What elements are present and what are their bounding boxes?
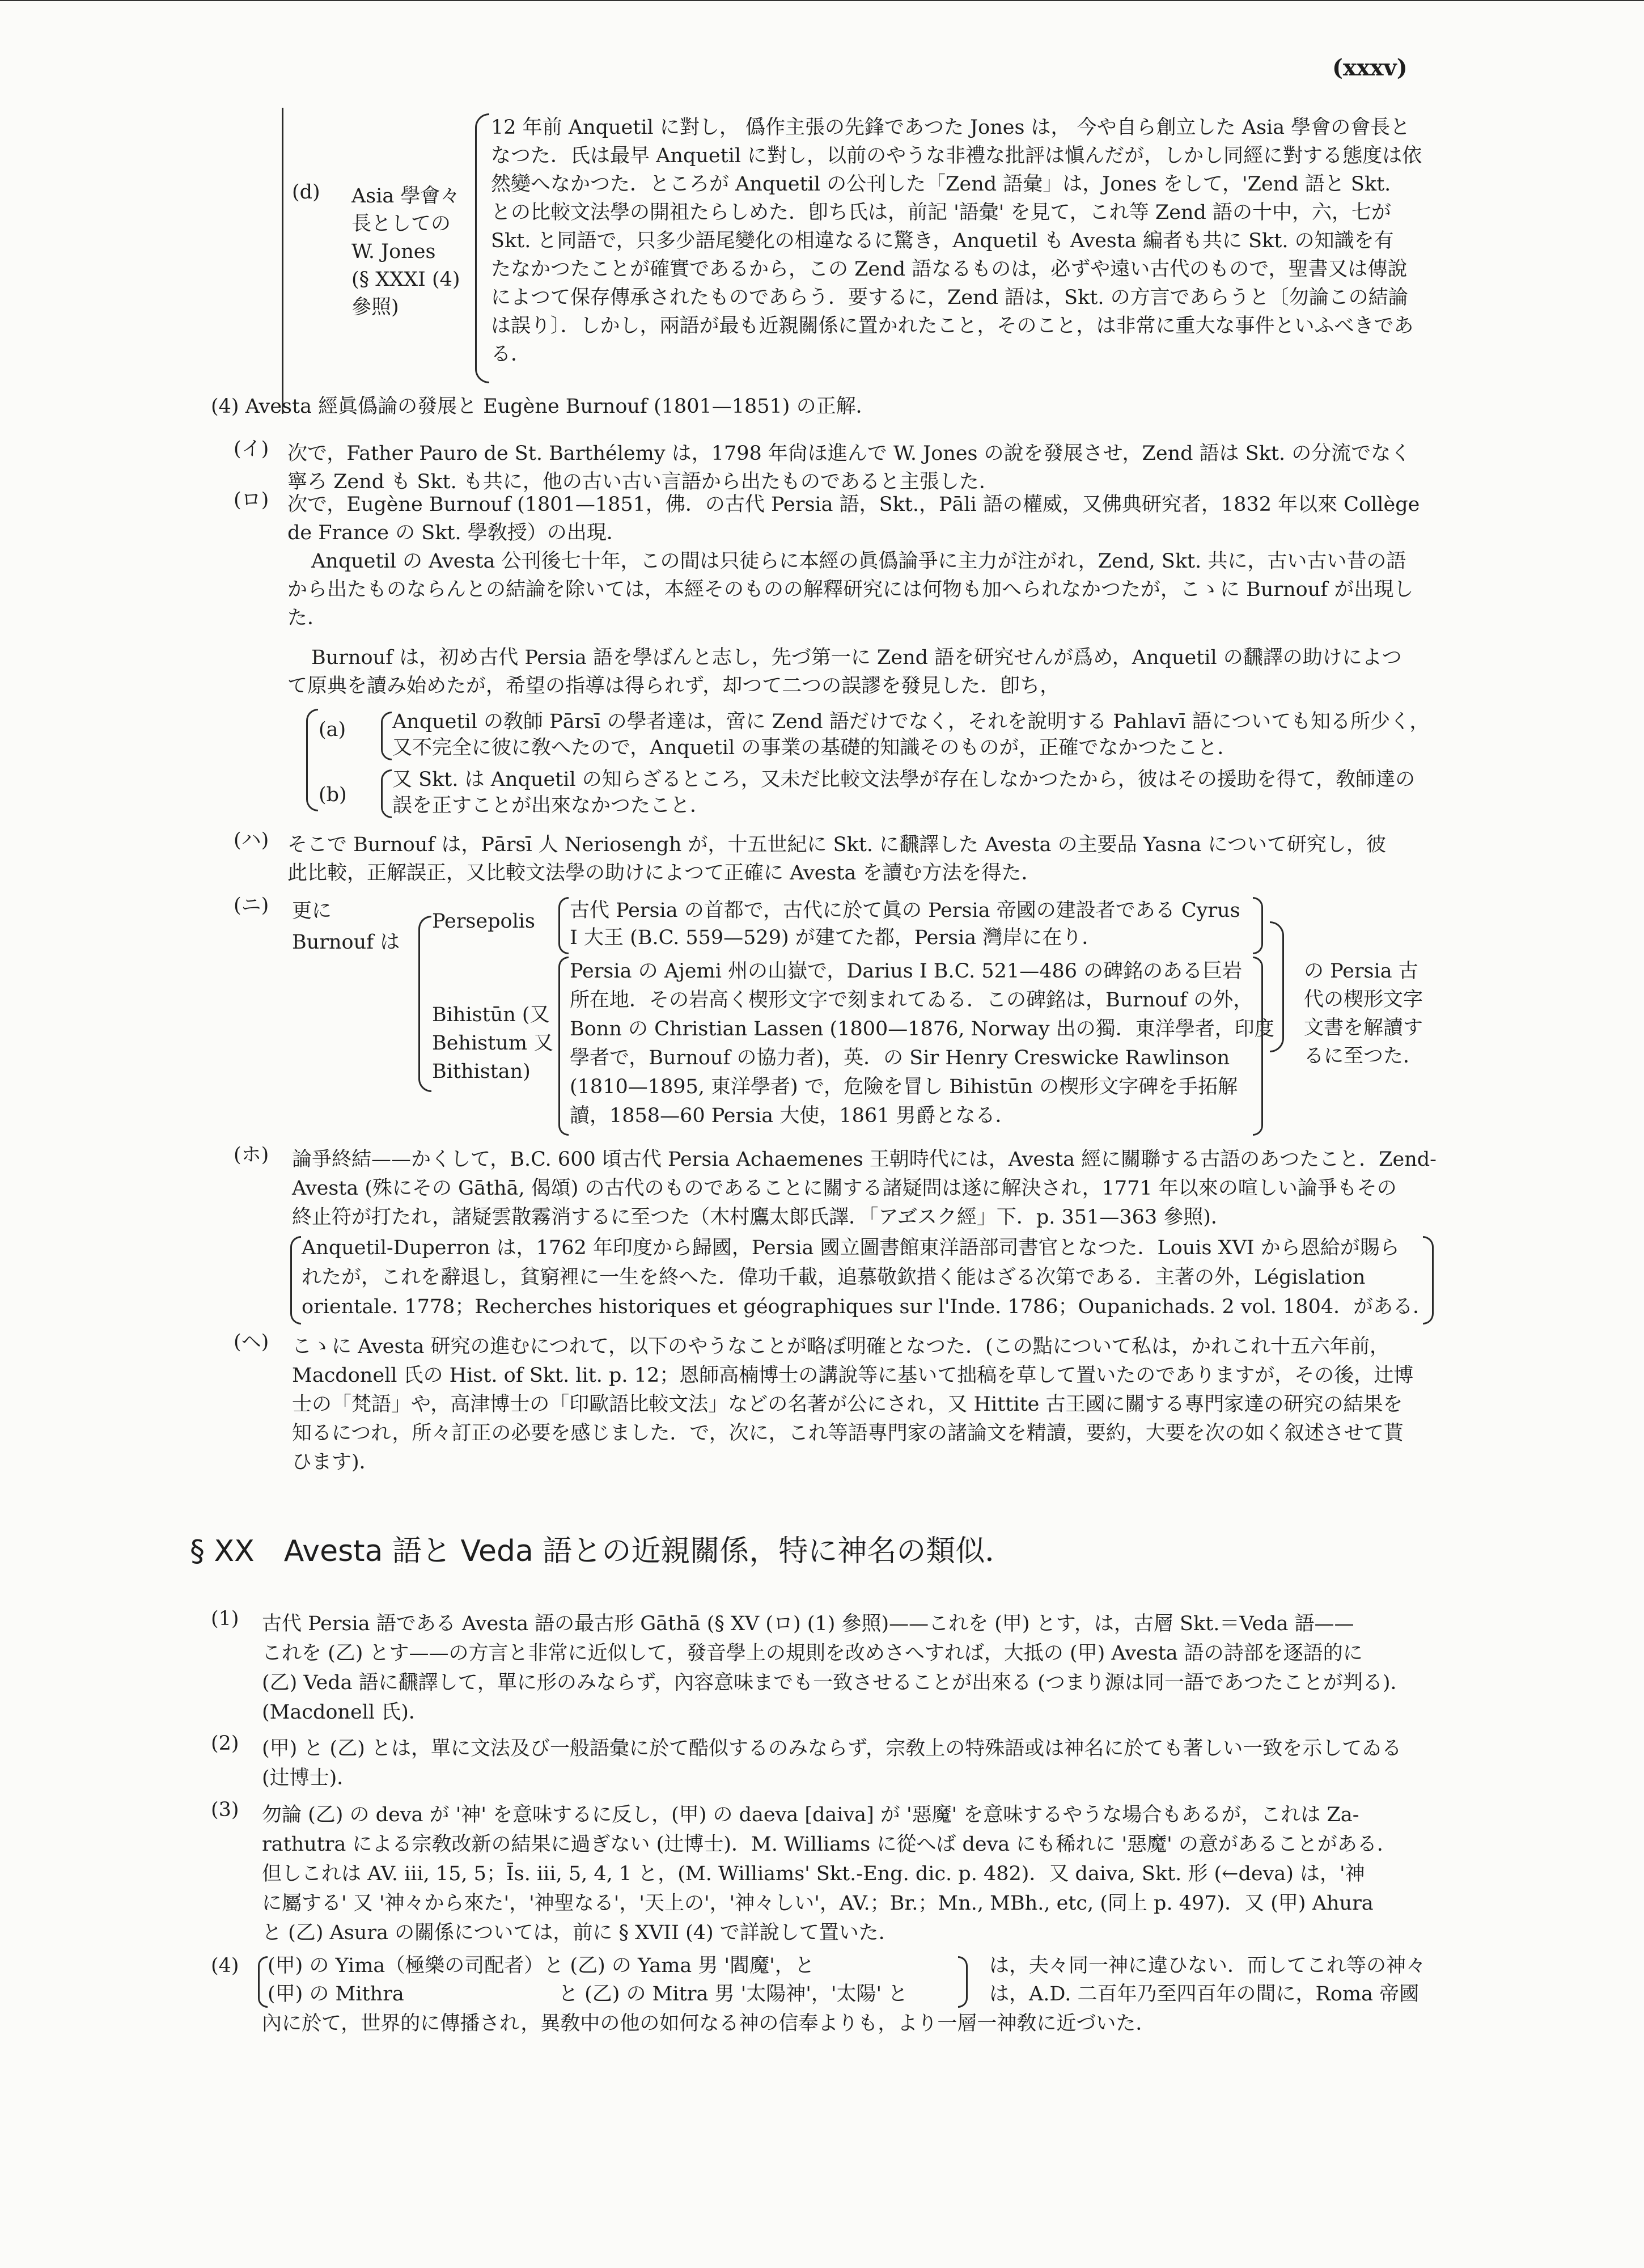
- side-note-line: 參照): [351, 296, 399, 319]
- text-line: 終止符が打たれ，諸疑雲散霧消するに至つた（木村鷹太郞氏譯．「アヹスク經」下．p. 351—363 參照)．: [292, 1206, 1231, 1229]
- text-line: ひます)．: [292, 1451, 379, 1474]
- text-line: (乙) Veda 語に飜譯して，單に形のみならず，內容意味までも一致させることが出來る (つまり源は同一語であつたことが判る)．: [262, 1672, 1410, 1694]
- text-line: の Persia 古: [1304, 960, 1418, 983]
- item-ho-label: (ホ): [234, 1144, 269, 1166]
- text-line: た．: [287, 607, 328, 629]
- text-line: Bihistūn (又: [432, 1004, 550, 1026]
- text-line: 所在地．その岩高く楔形文字で刻まれてゐる．この碑銘は，Burnouf の外，: [570, 989, 1253, 1012]
- text-line: 又不完全に彼に敎へたので，Anquetil の事業の基礎的知識そのものが，正確でなかつたこと．: [392, 737, 1238, 759]
- side-note-line: W. Jones: [351, 240, 436, 263]
- item-a-label: (a): [319, 718, 346, 741]
- text-line: は誤り〕．しかし，兩語が最も近親關係に置かれたこと，そのこと，は非常に重大な事件といふべきであ: [491, 315, 1414, 337]
- text-line: 知るにつれ，所々訂正の必要を感じました．で，次に，これ等語專門家の諸論文を精讀，要約，大要を次の如く叙述させて貰: [292, 1422, 1404, 1445]
- persepolis-bracket-right: [1253, 897, 1263, 954]
- xx-item-4-row-2-mid: と (乙) の Mitra 男 '太陽神'，'太陽' と: [558, 1983, 908, 2005]
- ni-result-bracket: [1270, 921, 1284, 1052]
- item-ni-label: (ニ): [234, 894, 269, 917]
- text-line: Avesta (殊にその Gāthā, 偈頌) の古代のものであることに關する諸疑問は遂に解決され，1771 年以來の喧しい論爭もその: [292, 1177, 1397, 1200]
- text-line: 代の楔形文字: [1304, 988, 1423, 1011]
- text-line: 士の「梵語」や，高津博士の「印歐語比較文法」などの名著が公にされ，又 Hittite 古王國に關する專門家達の研究の結果を: [292, 1393, 1403, 1416]
- text-line: によつて保存傳承されたものであらう．要するに，Zend 語は，Skt. の方言であらうと〔勿論この結論: [491, 286, 1408, 309]
- text-line: これを (乙) とす——の方言と非常に近似して，發音學上の規則を改めさへすれば，大抵の (甲) Avesta 語の詩部を逐語的に: [262, 1642, 1363, 1665]
- persepolis-label: Persepolis: [432, 910, 535, 933]
- top-rule: [0, 0, 1644, 1]
- text-line: (甲) と (乙) とは，單に文法及び一般語彙に於て酷似するのみならず，宗敎上の特殊語或は神名に於ても著しい一致を示してゐる: [262, 1737, 1402, 1760]
- bihistun-bracket-left: [558, 957, 569, 1136]
- xx-item-1-label: (1): [211, 1607, 239, 1630]
- item-a-bracket: [381, 712, 392, 760]
- section-xx-title: § XX Avesta 語と Veda 語との近親關係，特に神名の類似．: [190, 1534, 1015, 1568]
- text-line: 讀，1858—60 Persia 大使，1861 男爵となる．: [570, 1105, 1015, 1127]
- text-line: orientale. 1778；Recherches historiques et géographiques sur l'Inde. 1786；Oupanichads. 2 vol. 1804．がある．: [302, 1296, 1433, 1318]
- text-line: 古代 Persia の首都で，古代に於て眞の Persia 帝國の建設者である Cyrus: [570, 899, 1240, 922]
- text-line: 論爭終結——かくして，B.C. 600 頃古代 Persia Achaemenes 王朝時代には，Avesta 經に關聯する古語のあつたこと．Zend-: [292, 1148, 1437, 1171]
- block-d-bracket: [475, 113, 489, 383]
- xx-item-4-row-2-left: (甲) の Mithra: [268, 1983, 404, 2005]
- item-ha-text: [287, 831, 1386, 887]
- xx-item-4-row-2-right: は，A.D. 二百年乃至四百年の間に，Roma 帝國: [989, 1983, 1420, 2005]
- item-i-text: [287, 439, 1410, 496]
- xx-item-4-label: (4): [211, 1954, 239, 1977]
- text-line: 學者で，Burnouf の協力者)，英．の Sir Henry Creswicke Rawlinson: [570, 1047, 1230, 1069]
- xx-item-3-text: [262, 1800, 1397, 1948]
- item-ni-lead: [292, 896, 400, 958]
- section-4-heading: (4) Avesta 經眞僞論の發展と Eugène Burnouf (1801—1851) の正解．: [211, 395, 876, 418]
- text-line: Bonn の Christian Lassen (1800—1876, Norway 出の獨．東洋學者，印度: [570, 1018, 1274, 1040]
- bihistun-text: [570, 957, 1274, 1131]
- text-line: Burnouf は: [292, 931, 400, 954]
- item-he-text: [292, 1332, 1413, 1477]
- ni-result-text: [1304, 957, 1423, 1070]
- text-line: Anquetil-Duperron は，1762 年印度から歸國，Persia 國立圖書館東洋語部司書官となつた．Louis XVI から恩給が賜ら: [302, 1237, 1400, 1259]
- ho-note-bracket-right: [1423, 1236, 1434, 1325]
- text-line: 此比較，正解誤正，又比較文法學の助けによつて正確に Avesta を讀む方法を得た．: [287, 862, 1041, 885]
- text-line: 誤を正すことが出來なかつたこと．: [392, 794, 710, 817]
- xx-item-4-row-1-left: (甲) の Yima（極樂の司配者）と (乙) の Yama 男 '閻魔'，と: [268, 1954, 815, 1977]
- xx-item-4-bracket-right: [958, 1956, 968, 2008]
- text-line: de France の Skt. 學敎授）の出現．: [287, 522, 626, 544]
- item-ro-label: (ロ): [234, 489, 269, 511]
- ho-note-bracket-left: [290, 1236, 301, 1325]
- text-line: 勿論 (乙) の deva が '神' を意味するに反し，(甲) の daeva [daiva] が '惡魔' を意味するやうな場合もあるが，これは Za-: [262, 1804, 1359, 1826]
- item-ha-label: (ハ): [234, 829, 269, 852]
- xx-item-4-bracket-left: [258, 1956, 268, 2008]
- text-line: と (乙) Asura の關係については，前に § XVII (4) で詳說して置いた．: [262, 1922, 899, 1944]
- text-line: (Macdonell 氏)．: [262, 1701, 429, 1724]
- item-he-label: (ヘ): [234, 1331, 269, 1353]
- item-b-bracket: [381, 769, 392, 818]
- text-line: 寧ろ Zend も Skt. も共に，他の古い古い言語から出たものであると主張した．: [287, 471, 999, 493]
- ab-outer-bracket: [306, 709, 318, 811]
- item-i-label: (イ): [234, 438, 269, 460]
- bihistun-label: [432, 1001, 553, 1086]
- text-line: (1810—1895, 東洋學者) で，危險を冒し Bihistūn の楔形文字碑を手拓解: [570, 1076, 1238, 1098]
- item-b-text: [392, 767, 1415, 819]
- xx-item-2-label: (2): [211, 1732, 239, 1755]
- text-line: Anquetil の Avesta 公刊後七十年，この間は只徒らに本經の眞僞論爭に主力が注がれ，Zend, Skt. 共に，古い古い昔の語: [311, 550, 1406, 573]
- text-line: て原典を讀み始めたが，希望の指導は得られず，却つて二つの誤謬を發見した．卽ち，: [287, 675, 1060, 697]
- side-note-line: 長としての: [351, 213, 451, 235]
- text-line: との比較文法學の開祖たらしめた．卽ち氏は，前記 '語彙' を見て，これ等 Zend 語の十中，六，七が: [491, 201, 1392, 224]
- text-line: Persia の Ajemi 州の山嶽で，Darius I B.C. 521—486 の碑銘のある巨岩: [570, 960, 1243, 983]
- persepolis-bracket-left: [558, 897, 569, 954]
- text-line: 文書を解讀す: [1304, 1017, 1423, 1039]
- block-d-left-bar: [282, 108, 283, 414]
- item-ro-paragraph-1: [287, 547, 1413, 632]
- text-line: 更に: [292, 900, 332, 923]
- text-line: そこで Burnouf は，Pārsī 人 Neriosengh が，十五世紀に Skt. に飜譯した Avesta の主要品 Yasna について研究し，彼: [287, 833, 1386, 856]
- text-line: I 大王 (B.C. 559—529) が建てた都，Persia 灣岸に在り．: [570, 926, 1102, 949]
- text-line: Bithistan): [432, 1060, 531, 1083]
- block-d-side-note: [351, 183, 460, 321]
- page-number: (xxxv): [1332, 54, 1408, 81]
- text-line: 然變へなかつた．ところが Anquetil の公刊した「Zend 語彙」は，Jones をして，'Zend 語と Skt.: [491, 173, 1391, 196]
- side-note-line: Asia 學會々: [351, 185, 460, 208]
- text-line: 次で，Eugène Burnouf (1801—1851，佛．の古代 Persia 語，Skt.，Pāli 語の權威，又佛典研究者，1832 年以來 Collège: [287, 493, 1420, 516]
- xx-item-4-row-3: 內に於て，世界的に傳播され，異敎中の他の如何なる神の信奉よりも，より一層一神敎に近づいた．: [262, 2012, 1156, 2035]
- text-line: 但しこれは AV. iii, 15, 5；Īs. iii, 5, 4, 1 と，(M. Williams' Skt.-Eng. dic. p. 482)．又 daiva, Skt. 形 (←deva) は，'神: [262, 1863, 1365, 1885]
- item-ro-text: [287, 490, 1420, 547]
- side-note-line: (§ XXXI (4): [351, 268, 460, 291]
- text-line: たなかつたことが確實であるから，この Zend 語なるものは，必ずや遠い古代のもので，聖書又は傳說: [491, 258, 1408, 281]
- text-line: 12 年前 Anquetil に對し， 僞作主張の先鋒であつた Jones は， 今や自ら創立した Asia 學會の會長と: [491, 116, 1410, 139]
- xx-item-2-text: [262, 1734, 1401, 1793]
- text-line: rathutra による宗敎改新の結果に過ぎない (辻博士)．M. Williams に從へば deva にも稀れに '惡魔' の意があることがある．: [262, 1833, 1397, 1856]
- ho-note: [302, 1233, 1433, 1322]
- text-line: 次で，Father Pauro de St. Barthélemy は，1798 年尙ほ進んで W. Jones の說を發展させ，Zend 語は Skt. の分流でなく: [287, 442, 1411, 465]
- item-b-label: (b): [319, 784, 347, 806]
- item-ho-text: [292, 1145, 1437, 1232]
- text-line: るに至つた．: [1304, 1045, 1423, 1068]
- xx-item-1-text: [262, 1609, 1410, 1727]
- text-line: れたが，これを辭退し，貧窮裡に一生を終へた．偉功千載，追慕敬欽措く能はざる次第である．主著の外，Législation: [302, 1266, 1366, 1289]
- bihistun-bracket-right: [1253, 957, 1263, 1136]
- ni-main-bracket: [418, 916, 431, 1092]
- item-ro-paragraph-2: [287, 644, 1402, 700]
- text-line: なつた．氏は最早 Anquetil に對し，以前のやうな非禮な批評は愼んだが，しかし同經に對する態度は依: [491, 145, 1422, 167]
- text-line: る．: [491, 343, 531, 366]
- text-line: Macdonell 氏の Hist. of Skt. lit. p. 12；恩師高楠博士の講說等に基いて拙稿を草して置いたのでありますが，その後，辻博: [292, 1364, 1414, 1387]
- item-a-text: [392, 709, 1429, 761]
- text-line: こゝに Avesta 研究の進むにつれて，以下のやうなことが略ぼ明確となつた．(この點について私は，かれこれ十五六年前，: [292, 1335, 1390, 1358]
- text-line: Anquetil の敎師 Pārsī の學者達は，啻に Zend 語だけでなく，それを說明する Pahlavī 語についても知る所少く，: [392, 710, 1430, 733]
- text-line: 又 Skt. は Anquetil の知らざるところ，又未だ比較文法學が存在しなかつたから，彼はその援助を得て，敎師達の: [392, 768, 1416, 791]
- text-line: Burnouf は，初め古代 Persia 語を學ばんと志し，先づ第一に Zend 語を研究せんが爲め，Anquetil の飜譯の助けによつ: [311, 646, 1402, 669]
- text-line: 古代 Persia 語である Avesta 語の最古形 Gāthā (§ XV (ロ) (1) 參照)——これを (甲) とす，は，古層 Skt.＝Veda 語——: [262, 1613, 1354, 1635]
- xx-item-3-label: (3): [211, 1799, 239, 1821]
- xx-item-4-row-1-right: は，夫々同一神に違ひない．而してこれ等の神々: [989, 1954, 1426, 1977]
- block-d-label: (d): [292, 181, 320, 204]
- text-line: (辻博士)．: [262, 1767, 357, 1789]
- persepolis-text: [570, 897, 1240, 951]
- text-line: Behistum 又: [432, 1032, 554, 1055]
- text-line: に屬する' 又 '神々から來た'，'神聖なる'，'天上の'，'神々しい'，AV.；Br.；Mn., MBh., etc, (同上 p. 497)．又 (甲) Ahura: [262, 1892, 1374, 1915]
- text-line: から出たものならんとの結論を除いては，本經そのものの解釋研究には何物も加へられなかつたが，こゝに Burnouf が出現し: [287, 578, 1414, 601]
- block-d-text: [491, 113, 1422, 369]
- text-line: Skt. と同語で，只多少語尾變化の相違なるに驚き，Anquetil も Avesta 編者も共に Skt. の知識を有: [491, 230, 1394, 252]
